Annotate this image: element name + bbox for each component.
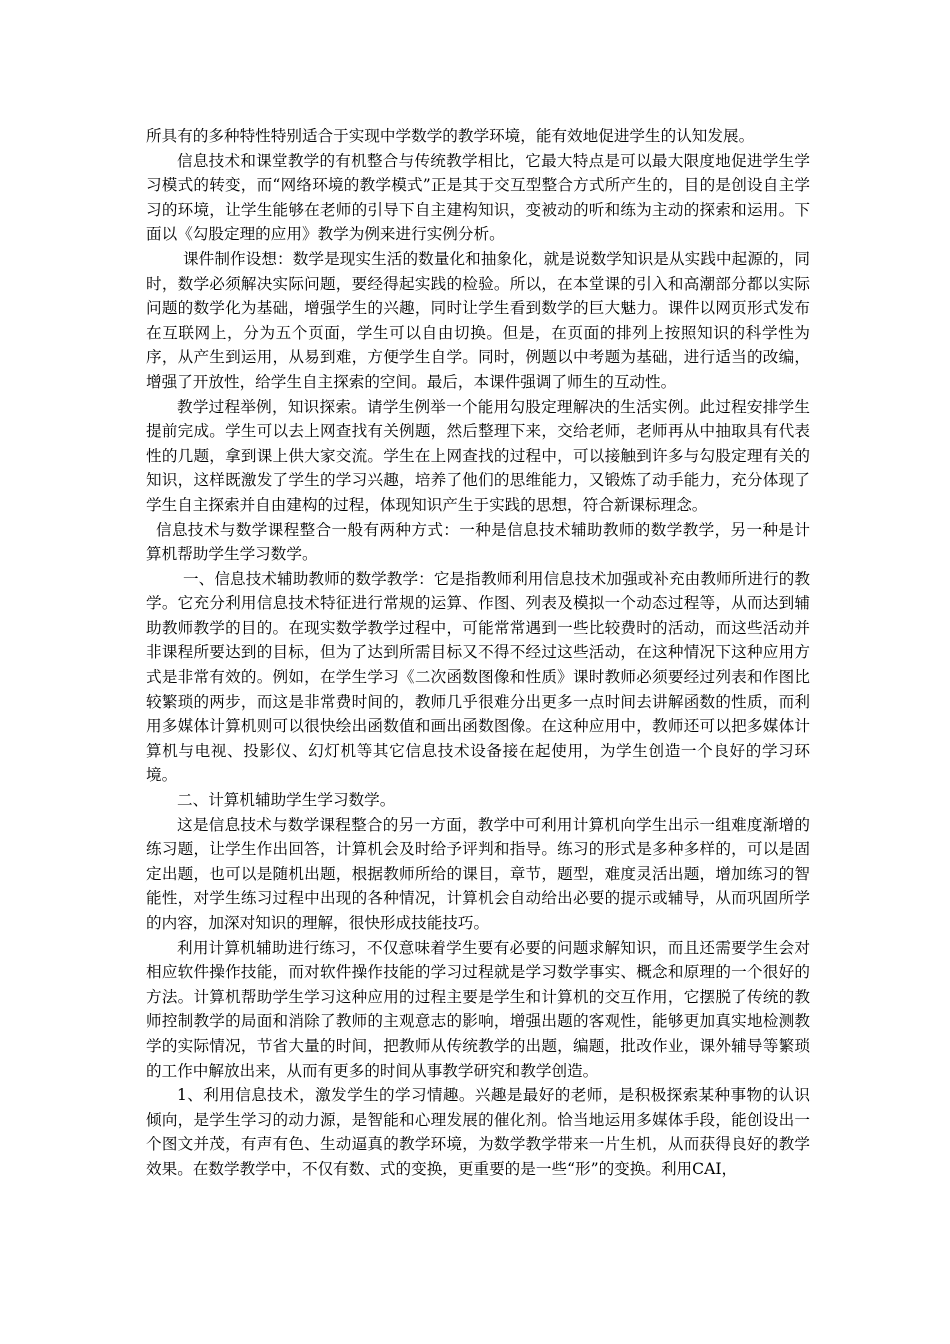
- document-body: [146, 124, 810, 1182]
- paragraph-8: 这是信息技术与数学课程整合的另一方面，教学中可利用计算机向学生出示一组难度渐增的练习题，让学生作出回答，计算机会及时给予评判和指导。练习的形式是多种多样的，可以是固定出题，也可以是随机出题，根据教师所给的课目，章节，题型，难度灵活出题，增加练习的智能性，对学生练习过程中出现的各种情况，计算机会自动给出必要的提示或辅导，从而巩固所学的内容，加深对知识的理解，很快形成技能技巧。: [146, 815, 810, 932]
- paragraph-6: 一、信息技术辅助教师的数学教学：它是指教师利用信息技术加强或补充由教师所进行的教学。它充分利用信息技术特征进行常规的运算、作图、列表及模拟一个动态过程等，从而达到辅助教师教学的目的。在现实数学教学过程中，可能常常遇到一些比较费时的活动，而这些活动并非课程所要达到的目标，但为了达到所需目标又不得不经过这些活动，在这种情况下这种应用方式是非常有效的。例如，在学生学习《二次函数图像和性质》课时教师必须要经过列表和作图比较繁琐的两步，而这是非常费时间的，教师几乎很难分出更多一点时间去讲解函数的性质，而利用多媒体计算机则可以很快绘出函数值和画出函数图像。在这种应用中，教师还可以把多媒体计算机与电视、投影仪、幻灯机等其它信息技术设备接在起使用，为学生创造一个良好的学习环境。: [146, 569, 810, 785]
- paragraph-1: 所具有的多种特性特别适合于实现中学数学的教学环境，能有效地促进学生的认知发展。: [146, 127, 755, 145]
- paragraph-4: 教学过程举例，知识探索。请学生例举一个能用勾股定理解决的生活实例。此过程安排学生提前完成。学生可以去上网查找有关例题，然后整理下来，交给老师，老师再从中抽取具有代表性的几题，拿到课上供大家交流。学生在上网查找的过程中，可以接触到许多与勾股定理有关的知识，这样既激发了学生的学习兴趣，培养了他们的思维能力，又锻炼了动手能力，充分体现了学生自主探索并自由建构的过程，体现知识产生于实践的思想，符合新课标理念。: [146, 397, 810, 514]
- paragraph-3: 课件制作设想：数学是现实生活的数量化和抽象化，就是说数学知识是从实践中起源的，同时，数学必须解决实际问题，要经得起实践的检验。所以，在本堂课的引入和高潮部分都以实际问题的数学化为基础，增强学生的兴趣，同时让学生看到数学的巨大魅力。课件以网页形式发布在互联网上，分为五个页面，学生可以自由切换。但是，在页面的排列上按照知识的科学性为序，从产生到运用，从易到难，方便学生自学。同时，例题以中考题为基础，进行适当的改编，增强了开放性，给学生自主探索的空间。最后，本课件强调了师生的互动性。: [146, 249, 810, 391]
- paragraph-5: 信息技术与数学课程整合一般有两种方式：一种是信息技术辅助教师的数学教学，另一种是计算机帮助学生学习数学。: [146, 520, 810, 564]
- paragraph-7: 二、计算机辅助学生学习数学。: [177, 791, 396, 810]
- paragraph-2: 信息技术和课堂教学的有机整合与传统教学相比，它最大特点是可以最大限度地促进学生学习模式的转变，而“网络环境的教学模式”正是其于交互型整合方式所产生的，目的是创设自主学习的环境，让学生能够在老师的引导下自主建构知识，变被动的听和练为主动的探索和运用。下面以《勾股定理的应用》教学为例来进行实例分析。: [146, 151, 810, 244]
- paragraph-9: 利用计算机辅助进行练习，不仅意味着学生要有必要的问题求解知识，而且还需要学生会对相应软件操作技能，而对软件操作技能的学习过程就是学习数学事实、概念和原理的一个很好的方法。计算机帮助学生学习这种应用的过程主要是学生和计算机的交互作用，它摆脱了传统的教师控制教学的局面和消除了教师的主观意志的影响，增强出题的客观性，能够更加真实地检测教学的实际情况，节省大量的时间，把教师从传统教学的出题，编题，批改作业，课外辅导等繁琐的工作中解放出来，从而有更多的时间从事教学研究和教学创造。: [146, 938, 810, 1080]
- paragraph-10: 1、利用信息技术，激发学生的学习情趣。兴趣是最好的老师，是积极探索某种事物的认识倾向，是学生学习的动力源，是智能和心理发展的催化剂。恰当地运用多媒体手段，能创设出一个图文并茂，有声有色、生动逼真的教学环境，为数学教学带来一片生机，从而获得良好的教学效果。在数学教学中，不仅有数、式的变换，更重要的是一些“形”的变换。利用CAI，: [146, 1086, 810, 1178]
